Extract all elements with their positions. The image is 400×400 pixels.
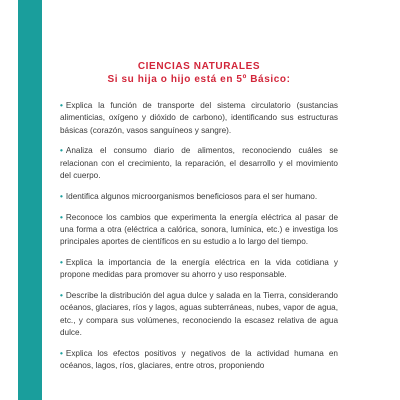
bullet: • [60,146,63,156]
list-item [60,191,338,203]
list-item-text: Analiza el consumo diario de alimentos, reconociendo cuáles se relacionan con el crecimiento, la reparación, el desarrollo y el movimiento del cuerpo. [60,146,338,180]
bullet: • [60,291,63,301]
list-item-text: Identifica algunos microorganismos beneficiosos para el ser humano. [65,191,318,201]
bullet: • [60,101,63,110]
list-item [60,212,338,249]
section-title: CIENCIAS NATURALES [137,61,261,72]
list-item [60,145,338,182]
list-item [60,348,338,373]
bullet: • [60,257,63,267]
list-item-text: Describe la distribución del agua dulce y salada en la Tierra, considerando océanos, glaciares, ríos y lagos, aguas subterráneas, nubes, vapor de agua, etc., y compara sus volúmenes, reconociendo la escasez relativa de agua dulce. [60,291,338,337]
side-accent-bar [18,0,42,400]
list-item-text: Explica los efectos positivos y negativos de la actividad humana en océanos, lagos, ríos, glaciares, entre otros, proponiendo [60,348,338,371]
bullet: • [60,348,63,358]
list-item-text: Explica la función de transporte del sistema circulatorio (sustancias alimenticias, oxígeno y dióxido de carbono), identificando sus estructuras básicas (corazón, vasos sanguíneos y sangre). [60,101,338,135]
list-item [60,257,338,282]
section-subtitle: Si su hija o hijo está en 5º Básico: [107,74,291,85]
bullet: • [60,191,63,201]
bullet: • [60,212,63,222]
list-item-text: Explica la importancia de la energía eléctrica en la vida cotidiana y propone medidas para promover su ahorro y uso responsable. [60,257,338,280]
list-item [60,290,338,339]
learning-objectives-list [60,100,338,372]
list-item [60,100,338,137]
list-item-text: Reconoce los cambios que experimenta la energía eléctrica al pasar de una forma a otra (eléctrica a calórica, sonora, lumínica, etc.) e investiga los principales aportes de científicos en su estudio a lo largo del tiempo. [60,212,338,247]
content-column [60,60,338,381]
